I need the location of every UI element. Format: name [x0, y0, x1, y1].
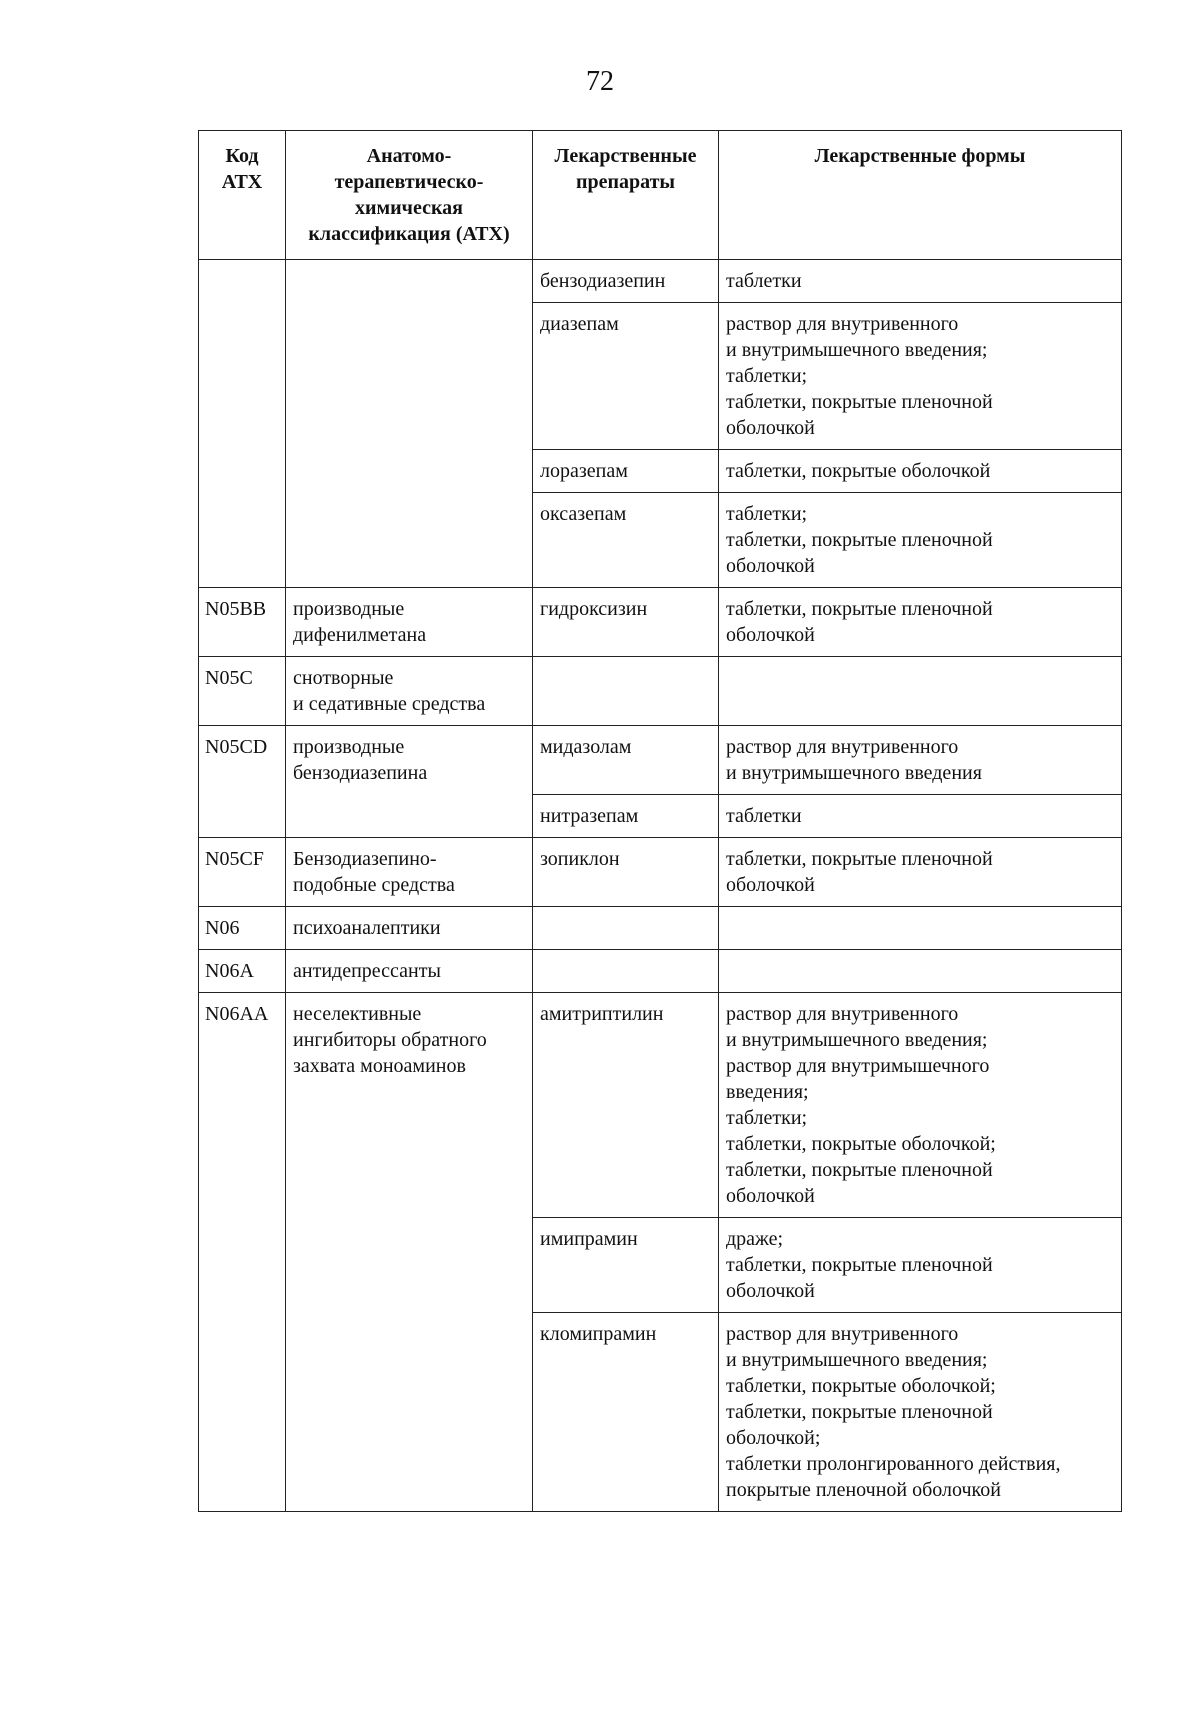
drug-name-cell: диазепам — [533, 303, 719, 450]
drug-name-cell: зопиклон — [533, 838, 719, 907]
atx-drug-table — [198, 130, 1122, 1512]
header-forms: Лекарственные формы — [719, 131, 1122, 260]
atx-code-cell: N06 — [199, 907, 286, 950]
drug-name-cell: гидроксизин — [533, 588, 719, 657]
header-classification: Анатомо- терапевтическо- химическая классификация (АТХ) — [286, 131, 533, 260]
atx-code-cell: N06A — [199, 950, 286, 993]
dosage-form-cell: раствор для внутривенного и внутримышечного введения; раствор для внутримышечного введения; таблетки; таблетки, покрытые оболочкой; таблетки, покрытые пленочной оболочкой — [719, 993, 1122, 1218]
atx-classification-cell: антидепрессанты — [286, 950, 533, 993]
drug-name-cell: оксазепам — [533, 493, 719, 588]
drug-name-cell — [533, 657, 719, 726]
dosage-form-cell — [719, 950, 1122, 993]
dosage-form-cell: таблетки, покрытые оболочкой — [719, 450, 1122, 493]
atx-classification-cell: производные бензодиазепина — [286, 726, 533, 838]
dosage-form-cell: таблетки; таблетки, покрытые пленочной оболочкой — [719, 493, 1122, 588]
dosage-form-cell: раствор для внутривенного и внутримышечного введения; таблетки; таблетки, покрытые пленочной оболочкой — [719, 303, 1122, 450]
dosage-form-cell: драже; таблетки, покрытые пленочной оболочкой — [719, 1218, 1122, 1313]
table-row — [199, 993, 1122, 1218]
table-row — [199, 907, 1122, 950]
atx-code-cell: N06AA — [199, 993, 286, 1512]
table-row — [199, 588, 1122, 657]
atx-classification-cell: снотворные и седативные средства — [286, 657, 533, 726]
table-row — [199, 726, 1122, 795]
dosage-form-cell: таблетки — [719, 795, 1122, 838]
table-header-row — [199, 131, 1122, 260]
atx-code-cell: N05C — [199, 657, 286, 726]
dosage-form-cell: таблетки, покрытые пленочной оболочкой — [719, 588, 1122, 657]
drug-name-cell: кломипрамин — [533, 1313, 719, 1512]
drug-name-cell: лоразепам — [533, 450, 719, 493]
dosage-form-cell: раствор для внутривенного и внутримышечного введения — [719, 726, 1122, 795]
dosage-form-cell: таблетки, покрытые пленочной оболочкой — [719, 838, 1122, 907]
header-code: Код АТХ — [199, 131, 286, 260]
atx-code-cell — [199, 260, 286, 588]
table-row — [199, 657, 1122, 726]
drug-name-cell: нитразепам — [533, 795, 719, 838]
drug-name-cell — [533, 907, 719, 950]
drug-name-cell — [533, 950, 719, 993]
atx-classification-cell: производные дифенилметана — [286, 588, 533, 657]
atx-classification-cell: психоаналептики — [286, 907, 533, 950]
dosage-form-cell — [719, 657, 1122, 726]
atx-code-cell: N05CD — [199, 726, 286, 838]
atx-classification-cell: Бензодиазепино- подобные средства — [286, 838, 533, 907]
dosage-form-cell — [719, 907, 1122, 950]
dosage-form-cell: таблетки — [719, 260, 1122, 303]
atx-code-cell: N05BB — [199, 588, 286, 657]
drug-name-cell: амитриптилин — [533, 993, 719, 1218]
atx-code-cell: N05CF — [199, 838, 286, 907]
dosage-form-cell: раствор для внутривенного и внутримышечного введения; таблетки, покрытые оболочкой; таблетки, покрытые пленочной оболочкой; таблетки пролонгированного действия, покрытые пленочной оболочкой — [719, 1313, 1122, 1512]
header-drugs: Лекарственные препараты — [533, 131, 719, 260]
drug-name-cell: бензодиазепин — [533, 260, 719, 303]
drug-name-cell: мидазолам — [533, 726, 719, 795]
atx-classification-cell: неселективные ингибиторы обратного захвата моноаминов — [286, 993, 533, 1512]
page-number: 72 — [586, 66, 614, 97]
table-row — [199, 950, 1122, 993]
drug-name-cell: имипрамин — [533, 1218, 719, 1313]
table-row — [199, 260, 1122, 303]
atx-classification-cell — [286, 260, 533, 588]
table-row — [199, 838, 1122, 907]
